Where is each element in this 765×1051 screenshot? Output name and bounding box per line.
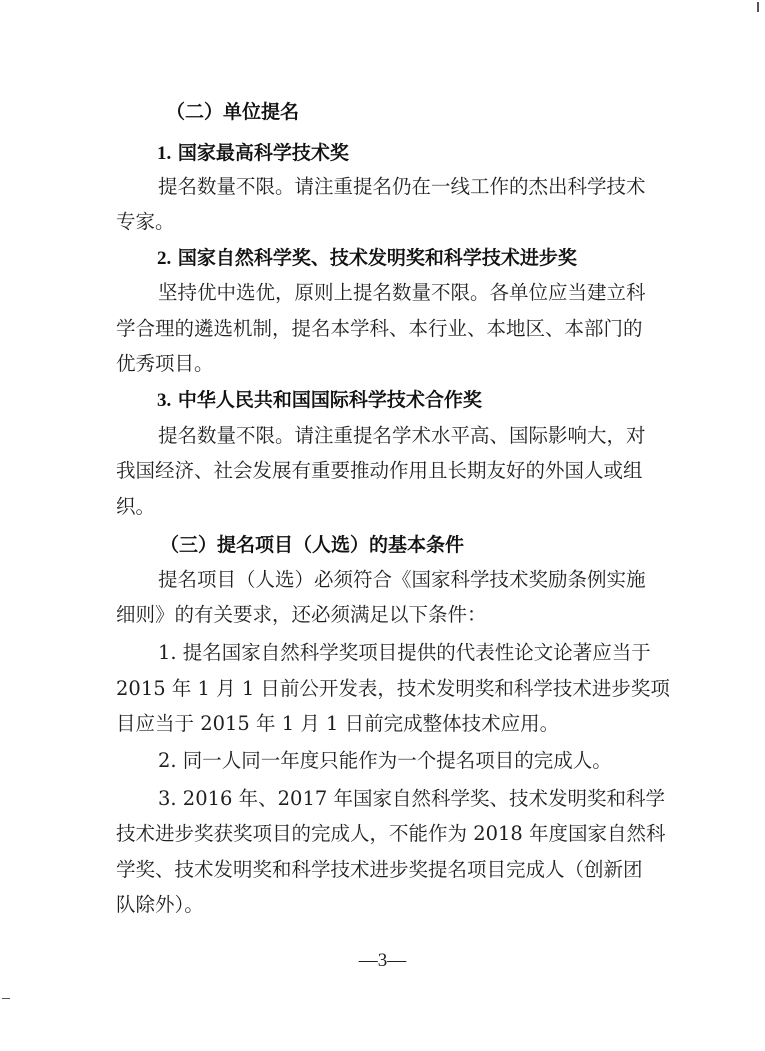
intro-line-1: 提名项目（人选）必须符合《国家科学技术奖励条例实施: [158, 568, 646, 591]
item-3-line-3: 织。: [116, 495, 156, 518]
condition-3-line-1: 3. 2016 年、2017 年国家自然科学奖、技术发明奖和科学: [158, 787, 665, 810]
item-1-line-2: 专家。: [116, 210, 175, 233]
item-3-heading: [157, 387, 482, 414]
condition-1-line-3: 目应当于 2015 年 1 月 1 日前完成整体技术应用。: [116, 712, 560, 735]
item-2-title: 国家自然科学奖、技术发明奖和科学技术进步奖: [177, 247, 577, 269]
section-2-heading: （二）单位提名: [166, 101, 300, 123]
item-2-line-3: 优秀项目。: [116, 352, 214, 375]
condition-3-line-3: 学奖、技术发明奖和科学技术进步奖提名项目完成人（创新团: [116, 858, 643, 881]
item-2-number: 2.: [157, 248, 172, 269]
scan-edge-mark: [2, 998, 10, 999]
section-3-heading: （三）提名项目（人选）的基本条件: [160, 534, 465, 556]
item-1-heading: [157, 140, 349, 167]
item-3-line-1: 提名数量不限。请注重提名学术水平高、国际影响大，对: [158, 424, 646, 447]
item-3-title: 中华人民共和国国际科学技术合作奖: [177, 389, 482, 411]
condition-3-line-2: 技术进步奖获奖项目的完成人，不能作为 2018 年度国家自然科: [116, 822, 666, 845]
item-3-number: 3.: [157, 390, 172, 411]
condition-1-line-1: 1. 提名国家自然科学奖项目提供的代表性论文论著应当于: [158, 641, 651, 664]
page-number: —3—: [358, 950, 407, 971]
condition-3-line-4: 队除外）。: [116, 893, 204, 916]
condition-1-line-2: 2015 年 1 月 1 日前公开发表，技术发明奖和科学技术进步奖项: [116, 677, 670, 700]
item-2-line-1: 坚持优中选优，原则上提名数量不限。各单位应当建立科: [158, 281, 646, 304]
item-1-line-1: 提名数量不限。请注重提名仍在一线工作的杰出科学技术: [158, 175, 646, 198]
item-2-heading: [157, 245, 577, 272]
condition-2-line-1: 2. 同一人同一年度只能作为一个提名项目的完成人。: [158, 749, 612, 772]
item-1-number: 1.: [157, 143, 172, 164]
scan-corner-mark: [757, 2, 759, 12]
item-1-title: 国家最高科学技术奖: [177, 142, 349, 164]
item-3-line-2: 我国经济、社会发展有重要推动作用且长期友好的外国人或组: [116, 459, 643, 482]
item-2-line-2: 学合理的遴选机制，提名本学科、本行业、本地区、本部门的: [116, 317, 643, 340]
intro-line-2: 细则》的有关要求，还必须满足以下条件：: [116, 603, 487, 626]
